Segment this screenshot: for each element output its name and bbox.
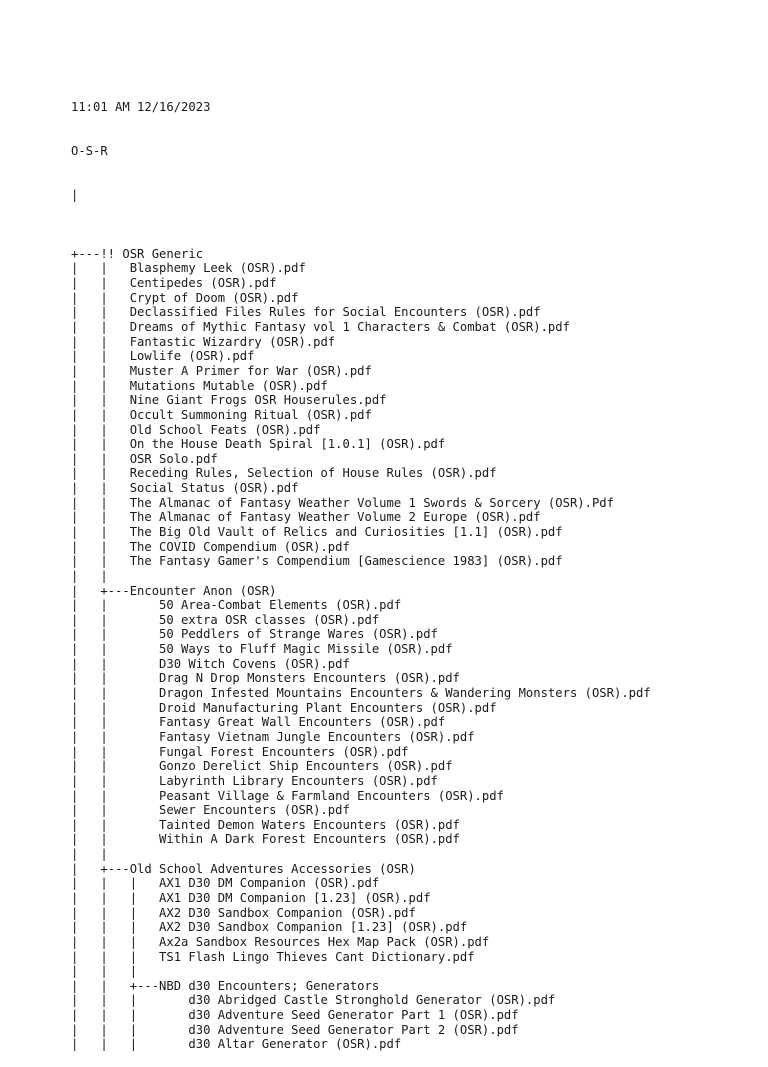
- file-line: | | Fungal Forest Encounters (OSR).pdf: [71, 744, 409, 759]
- file-line: | | Social Status (OSR).pdf: [71, 481, 299, 496]
- tree-lines: [71, 232, 651, 1052]
- file-line: | | 50 Peddlers of Strange Wares (OSR).pdf: [71, 627, 438, 642]
- file-line: | | The Big Old Vault of Relics and Curiosities [1.1] (OSR).pdf: [71, 524, 563, 539]
- file-line: | | Receding Rules, Selection of House Rules (OSR).pdf: [71, 466, 497, 481]
- timestamp: 11:01 AM 12/16/2023: [71, 100, 211, 115]
- file-line: | | Droid Manufacturing Plant Encounters (OSR).pdf: [71, 700, 497, 715]
- root-folder-name: O-S-R: [71, 144, 108, 159]
- file-line: | | On the House Death Spiral [1.0.1] (OSR).pdf: [71, 437, 446, 452]
- file-line: | | Lowlife (OSR).pdf: [71, 349, 255, 364]
- file-line: | | Declassified Files Rules for Social Encounters (OSR).pdf: [71, 305, 541, 320]
- file-line: | | | d30 Altar Generator (OSR).pdf: [71, 1037, 402, 1052]
- folder-line: | +---Encounter Anon (OSR): [71, 583, 277, 598]
- file-line: | | Tainted Demon Waters Encounters (OSR).pdf: [71, 817, 460, 832]
- file-line: | | Occult Summoning Ritual (OSR).pdf: [71, 407, 372, 422]
- file-line: | | | TS1 Flash Lingo Thieves Cant Dictionary.pdf: [71, 949, 475, 964]
- connector-line: | |: [71, 568, 108, 583]
- file-line: | | The Almanac of Fantasy Weather Volume 2 Europe (OSR).pdf: [71, 510, 541, 525]
- file-line: | | Drag N Drop Monsters Encounters (OSR).pdf: [71, 671, 460, 686]
- file-line: | | Sewer Encounters (OSR).pdf: [71, 803, 350, 818]
- file-line: | | Muster A Primer for War (OSR).pdf: [71, 363, 372, 378]
- file-line: | | | d30 Abridged Castle Stronghold Generator (OSR).pdf: [71, 993, 556, 1008]
- file-line: | | Old School Feats (OSR).pdf: [71, 422, 321, 437]
- file-line: | | Within A Dark Forest Encounters (OSR).pdf: [71, 832, 460, 847]
- file-line: | | Dragon Infested Mountains Encounters & Wandering Monsters (OSR).pdf: [71, 686, 651, 701]
- file-line: | | The COVID Compendium (OSR).pdf: [71, 539, 350, 554]
- connector-line: | | |: [71, 964, 138, 979]
- folder-line: | | +---NBD d30 Encounters; Generators: [71, 978, 380, 993]
- folder-line: +---!! OSR Generic: [71, 246, 204, 261]
- file-line: | | OSR Solo.pdf: [71, 451, 218, 466]
- file-line: | | Peasant Village & Farmland Encounters (OSR).pdf: [71, 788, 504, 803]
- file-line: | | Mutations Mutable (OSR).pdf: [71, 378, 328, 393]
- file-line: | | Gonzo Derelict Ship Encounters (OSR).pdf: [71, 759, 453, 774]
- folder-line: | +---Old School Adventures Accessories (OSR): [71, 861, 416, 876]
- file-line: | | | AX2 D30 Sandbox Companion (OSR).pdf: [71, 905, 416, 920]
- file-line: | | 50 Area-Combat Elements (OSR).pdf: [71, 598, 402, 613]
- file-line: | | | d30 Adventure Seed Generator Part 2 (OSR).pdf: [71, 1022, 519, 1037]
- file-line: | | Fantasy Vietnam Jungle Encounters (OSR).pdf: [71, 729, 475, 744]
- file-line: | | Labyrinth Library Encounters (OSR).pdf: [71, 773, 438, 788]
- file-line: | | Blasphemy Leek (OSR).pdf: [71, 261, 306, 276]
- root-connector: |: [71, 188, 79, 203]
- file-line: | | | d30 Adventure Seed Generator Part 1 (OSR).pdf: [71, 1008, 519, 1023]
- file-line: | | | Ax2a Sandbox Resources Hex Map Pack (OSR).pdf: [71, 934, 490, 949]
- file-line: | | | AX2 D30 Sandbox Companion [1.23] (OSR).pdf: [71, 920, 468, 935]
- file-line: | | Fantastic Wizardry (OSR).pdf: [71, 334, 336, 349]
- file-line: | | The Almanac of Fantasy Weather Volume 1 Swords & Sorcery (OSR).Pdf: [71, 495, 614, 510]
- file-line: | | Nine Giant Frogs OSR Houserules.pdf: [71, 393, 387, 408]
- blank-line: [71, 232, 651, 247]
- file-line: | | Crypt of Doom (OSR).pdf: [71, 290, 299, 305]
- file-line: | | The Fantasy Gamer's Compendium [Gamescience 1983] (OSR).pdf: [71, 554, 563, 569]
- file-line: | | D30 Witch Covens (OSR).pdf: [71, 656, 350, 671]
- file-line: | | | AX1 D30 DM Companion [1.23] (OSR).pdf: [71, 891, 431, 905]
- directory-tree-listing: [71, 71, 651, 1067]
- file-line: | | Fantasy Great Wall Encounters (OSR).pdf: [71, 715, 446, 730]
- file-line: | | 50 Ways to Fluff Magic Missile (OSR).pdf: [71, 642, 453, 657]
- file-line: | | | AX1 D30 DM Companion (OSR).pdf: [71, 876, 380, 891]
- file-line: | | 50 extra OSR classes (OSR).pdf: [71, 612, 380, 627]
- file-line: | | Centipedes (OSR).pdf: [71, 276, 277, 291]
- connector-line: | |: [71, 847, 108, 862]
- file-line: | | Dreams of Mythic Fantasy vol 1 Characters & Combat (OSR).pdf: [71, 320, 570, 335]
